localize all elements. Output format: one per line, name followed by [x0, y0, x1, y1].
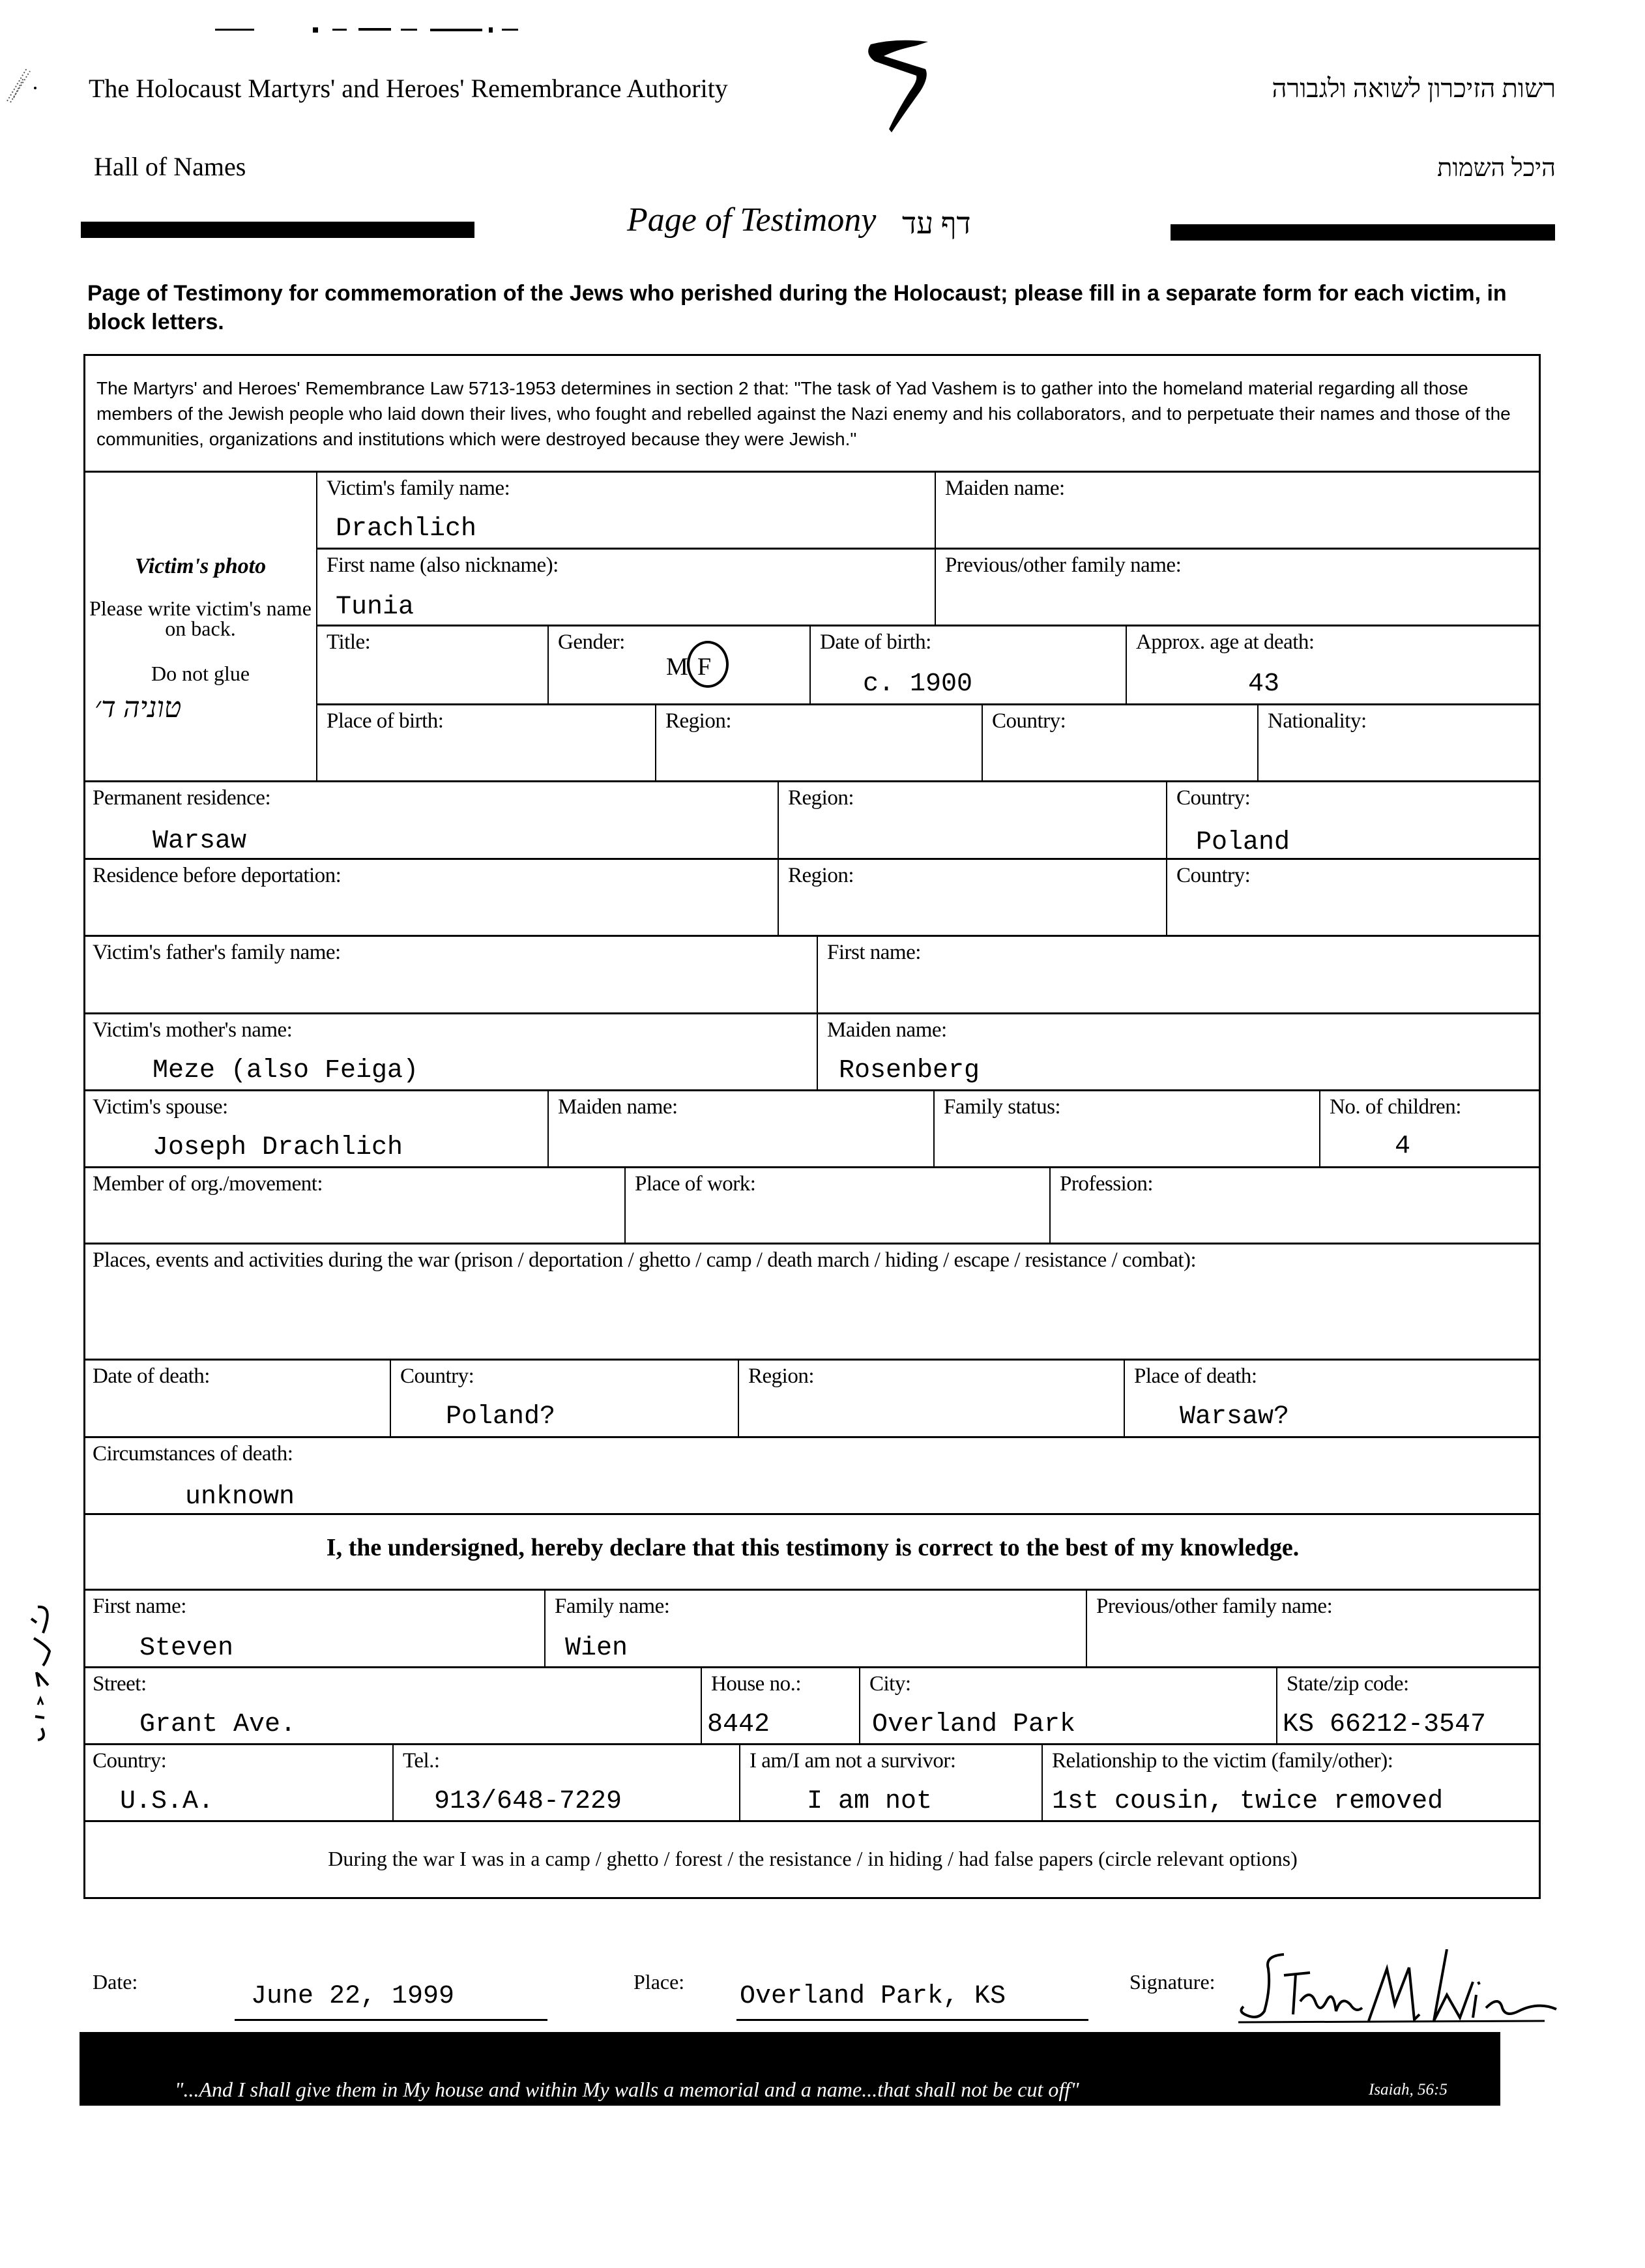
- victim-dob-field[interactable]: [809, 625, 1126, 703]
- field-value: 913/648-7229: [434, 1787, 622, 1816]
- organization-name-en: The Holocaust Martyrs' and Heroes' Remembrance Authority: [89, 74, 728, 103]
- submitter-family-name-field[interactable]: [544, 1589, 1086, 1666]
- field-label: Country:: [400, 1364, 474, 1388]
- field-label: Region:: [788, 864, 854, 887]
- field-value: KS 66212-3547: [1283, 1710, 1487, 1739]
- place-value[interactable]: Overland Park, KS: [740, 1982, 1006, 2011]
- submitter-street-field[interactable]: [83, 1666, 701, 1743]
- field-value: 8442: [707, 1710, 770, 1739]
- circumstances-of-death-field[interactable]: [83, 1436, 1541, 1513]
- victim-title-field[interactable]: [316, 625, 547, 703]
- place-of-death-field[interactable]: [1124, 1359, 1541, 1436]
- field-value: unknown: [185, 1482, 295, 1512]
- death-country-field[interactable]: [390, 1359, 738, 1436]
- field-label: Victim's spouse:: [93, 1095, 228, 1119]
- field-value: Steven: [139, 1634, 234, 1663]
- field-label: Maiden name:: [945, 477, 1065, 500]
- before-deportation-country-field[interactable]: [1166, 858, 1541, 935]
- photo-instructions: Please write victim's name on back.: [89, 596, 312, 640]
- field-label: Circumstances of death:: [93, 1442, 293, 1465]
- field-label: Maiden name:: [558, 1095, 678, 1119]
- field-label: First name (also nickname):: [327, 553, 559, 577]
- field-label: Date of death:: [93, 1364, 210, 1388]
- place-underline: [736, 2019, 1088, 2021]
- field-value: I am not: [807, 1787, 933, 1816]
- field-value: Tunia: [336, 593, 415, 622]
- permanent-region-field[interactable]: [778, 780, 1166, 858]
- permanent-country-field[interactable]: [1166, 780, 1541, 858]
- field-label: Region:: [665, 709, 731, 733]
- victim-age-at-death-field[interactable]: [1126, 625, 1541, 703]
- field-label: Street:: [93, 1672, 147, 1696]
- field-value: Drachlich: [336, 514, 477, 544]
- victim-birth-country-field[interactable]: [982, 703, 1257, 780]
- field-label: Place of death:: [1134, 1364, 1257, 1388]
- signature-icon[interactable]: [1238, 1949, 1577, 2027]
- page-title-he: דף עד: [902, 207, 971, 240]
- photo-glue-note: Do not glue: [151, 662, 250, 685]
- field-label: Residence before deportation:: [93, 864, 342, 887]
- field-label: Approx. age at death:: [1136, 630, 1315, 654]
- signature-label: Signature:: [1129, 1970, 1216, 1994]
- field-value: Warsaw: [153, 827, 247, 856]
- field-value: 1st cousin, twice removed: [1052, 1787, 1444, 1816]
- footer-citation: Isaiah, 56:5: [1369, 2081, 1448, 2099]
- field-label: Family name:: [555, 1595, 670, 1618]
- field-label: Country:: [1176, 864, 1251, 887]
- victim-previous-name-field[interactable]: [935, 548, 1541, 625]
- submitter-previous-name-field[interactable]: [1086, 1589, 1541, 1666]
- scan-artifact-marks: [215, 26, 521, 34]
- field-label: Gender:: [558, 630, 625, 654]
- field-label: No. of children:: [1330, 1095, 1461, 1119]
- father-family-name-field[interactable]: [83, 935, 817, 1012]
- field-label: First name:: [827, 941, 921, 964]
- gender-selected-circle: [687, 641, 729, 688]
- field-label: Previous/other family name:: [1096, 1595, 1333, 1618]
- photo-handwritten-name: טוניה ד׳: [95, 692, 182, 724]
- field-label: Profession:: [1060, 1172, 1153, 1196]
- field-label: First name:: [93, 1595, 186, 1618]
- submitter-city-field[interactable]: [859, 1666, 1276, 1743]
- children-count-field[interactable]: [1319, 1089, 1541, 1166]
- date-label: Date:: [93, 1970, 138, 1994]
- field-value: U.S.A.: [120, 1787, 214, 1816]
- form-instructions: Page of Testimony for commemoration of the Jews who perished during the Holocaust; please fill in a separate form for each victim, in block letters.: [87, 281, 1507, 334]
- submitter-survivor-field[interactable]: [739, 1743, 1041, 1820]
- death-region-field[interactable]: [738, 1359, 1124, 1436]
- field-label: House no.:: [711, 1672, 801, 1696]
- field-label: Country:: [992, 709, 1066, 733]
- submitter-phone-field[interactable]: [392, 1743, 739, 1820]
- declaration-statement: I, the undersigned, hereby declare that this testimony is correct to the best of my knowledge.: [326, 1534, 1300, 1561]
- family-status-field[interactable]: [933, 1089, 1319, 1166]
- decorative-bar-right: [1171, 224, 1555, 241]
- submitter-country-field[interactable]: [83, 1743, 392, 1820]
- field-label: Title:: [327, 630, 371, 654]
- victim-first-name-field[interactable]: [316, 548, 935, 625]
- field-label: Relationship to the victim (family/other):: [1052, 1749, 1393, 1773]
- field-label: Member of org./movement:: [93, 1172, 323, 1196]
- place-of-work-field[interactable]: [624, 1166, 1049, 1243]
- law-statement: The Martyrs' and Heroes' Remembrance Law 5713-1953 determines in section 2 that: "The task of Yad Vashem is to gather into the homeland material regarding all those members of the Jewish people who laid down their lives, who fought and rebelled against the Nazi enemy and his collaborators, and to perpetuate their names and those of the communities, organizations and institutions which were destroyed because they were Jewish.": [96, 378, 1511, 449]
- mother-maiden-name-field[interactable]: [817, 1012, 1541, 1089]
- field-label: Country:: [1176, 786, 1251, 810]
- field-label: Country:: [93, 1749, 167, 1773]
- during-war-options: During the war I was in a camp / ghetto / forest / the resistance / in hiding / had false papers (circle relevant options): [328, 1847, 1298, 1870]
- spouse-maiden-name-field[interactable]: [547, 1089, 933, 1166]
- mother-name-field[interactable]: [83, 1012, 817, 1089]
- field-value: 4: [1395, 1132, 1411, 1161]
- spouse-field[interactable]: [83, 1089, 547, 1166]
- victim-place-of-birth-field[interactable]: [316, 703, 655, 780]
- field-value: Poland?: [446, 1402, 556, 1432]
- field-label: Region:: [748, 1364, 814, 1388]
- field-label: Date of birth:: [820, 630, 931, 654]
- date-of-death-field[interactable]: [83, 1359, 390, 1436]
- field-label: I am/I am not a survivor:: [750, 1749, 956, 1773]
- war-activities-field[interactable]: [83, 1243, 1541, 1359]
- residence-before-deportation-field[interactable]: [83, 858, 778, 935]
- field-label: Nationality:: [1268, 709, 1367, 733]
- field-value: Warsaw?: [1180, 1402, 1290, 1432]
- margin-handwritten-note-icon: [26, 1600, 59, 1744]
- field-label: Permanent residence:: [93, 786, 271, 810]
- field-value: Poland: [1196, 828, 1290, 857]
- field-label: Victim's family name:: [327, 477, 510, 500]
- submitter-house-no-field[interactable]: [701, 1666, 859, 1743]
- father-first-name-field[interactable]: [817, 935, 1541, 1012]
- victim-nationality-field[interactable]: [1257, 703, 1541, 780]
- field-value: c. 1900: [863, 670, 973, 699]
- profession-field[interactable]: [1049, 1166, 1541, 1243]
- field-value: Joseph Drachlich: [153, 1133, 403, 1162]
- victim-birth-region-field[interactable]: [655, 703, 982, 780]
- field-label: Victim's father's family name:: [93, 941, 341, 964]
- field-label: Tel.:: [403, 1749, 440, 1773]
- victim-family-name-field[interactable]: [316, 471, 935, 548]
- department-name-en: Hall of Names: [94, 152, 246, 181]
- gender-option-f[interactable]: F: [697, 653, 712, 681]
- field-label: State/zip code:: [1287, 1672, 1409, 1696]
- photo-title: Victim's photo: [134, 554, 267, 578]
- before-deportation-region-field[interactable]: [778, 858, 1166, 935]
- decorative-bar-left: [81, 222, 474, 238]
- submitter-state-zip-field[interactable]: [1276, 1666, 1541, 1743]
- victim-gender-field[interactable]: [547, 625, 809, 703]
- field-label: City:: [869, 1672, 911, 1696]
- page-title: Page of Testimony: [627, 201, 877, 239]
- department-name-he: היכל השמות: [1437, 155, 1556, 182]
- footer-quote: "...And I shall give them in My house and within My walls a memorial and a name...that shall not be cut off": [175, 2078, 1079, 2101]
- field-label: Place of work:: [635, 1172, 756, 1196]
- submitter-first-name-field[interactable]: [83, 1589, 544, 1666]
- field-value: Meze (also Feiga): [153, 1056, 419, 1085]
- field-value: 43: [1248, 670, 1280, 699]
- scan-smudge-icon: [4, 62, 43, 108]
- gender-option-m[interactable]: M: [666, 653, 688, 681]
- field-value: Rosenberg: [839, 1056, 980, 1085]
- field-label: Place of birth:: [327, 709, 444, 733]
- field-label: Maiden name:: [827, 1018, 947, 1042]
- handwritten-page-number-mark: [858, 38, 936, 136]
- field-label: Region:: [788, 786, 854, 810]
- permanent-residence-field[interactable]: [83, 780, 778, 858]
- date-underline: [235, 2019, 547, 2021]
- date-value[interactable]: June 22, 1999: [251, 1982, 455, 2011]
- field-value: Overland Park: [872, 1710, 1076, 1739]
- field-label: Victim's mother's name:: [93, 1018, 293, 1042]
- field-label: Family status:: [944, 1095, 1061, 1119]
- submitter-relationship-field[interactable]: [1041, 1743, 1541, 1820]
- organization-name-he: רשות הזיכרון לשואה ולגבורה: [1272, 74, 1556, 103]
- field-label: Places, events and activities during the war (prison / deportation / ghetto / camp / death march / hiding / escape / resistance / combat):: [93, 1248, 1197, 1272]
- place-label: Place:: [633, 1970, 685, 1994]
- field-value: Grant Ave.: [139, 1710, 297, 1739]
- field-label: Previous/other family name:: [945, 553, 1182, 577]
- field-value: Wien: [565, 1634, 628, 1663]
- org-membership-field[interactable]: [83, 1166, 624, 1243]
- victim-maiden-name-field[interactable]: [935, 471, 1541, 548]
